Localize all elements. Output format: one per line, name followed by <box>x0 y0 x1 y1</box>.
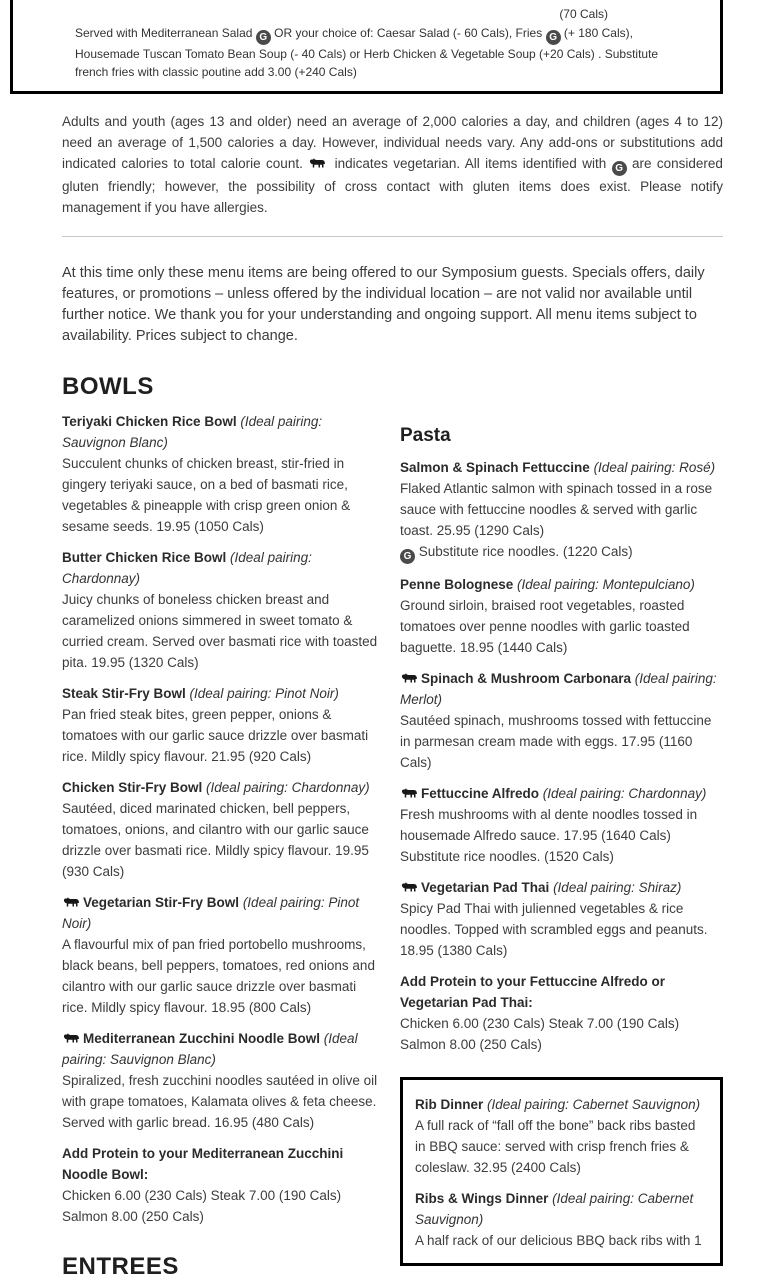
item-description: A full rack of “fall off the bone” back ribs basted in BBQ sauce: served with crisp french fries & coleslaw. 32.95 (2400 Cals) <box>415 1118 696 1175</box>
add-protein-title: Add Protein to your Fettuccine Alfredo or Vegetarian Pad Thai: <box>400 974 666 1010</box>
disclaimer-seg1: Adults and youth (ages 13 and older) need an average of 2,000 calories a day, and children (ages 4 to 12) need an average of 1,500 calories a day. However, individual needs vary. Any add-ons or substitutions add indicated calories to total calorie count. <box>62 114 723 171</box>
vegetarian-cow-icon <box>400 783 418 804</box>
gluten-friendly-icon: G <box>256 30 271 45</box>
menu-item-rib-dinner <box>415 1094 708 1178</box>
entrees-dinner-box <box>400 1077 723 1266</box>
add-protein-options: Chicken 6.00 (230 Cals) Steak 7.00 (190 Cals) Salmon 8.00 (250 Cals) <box>62 1188 342 1224</box>
item-name: Steak Stir-Fry Bowl <box>62 686 186 701</box>
menu-item-teriyaki-chicken-rice-bowl <box>62 411 380 537</box>
disclaimer-seg3: are considered gluten friendly; however, the possibility of cross contact with gluten items does exist. Please notify management if you have allergies. <box>62 156 723 215</box>
item-pairing: (Ideal pairing: Pinot Noir) <box>189 686 339 701</box>
item-name: Spinach & Mushroom Carbonara <box>421 671 632 686</box>
calorie-disclaimer <box>62 111 723 218</box>
item-pairing: (Ideal pairing: Cabernet Sauvignon) <box>487 1097 701 1112</box>
symposium-notice: At this time only these menu items are being offered to our Symposium guests. Specials offers, daily features, or promotions – unless offered by the individual location – are not valid nor available until further notice. We thank you for your understanding and ongoing support. All menu items subject to availability. Prices subject to change. <box>62 265 705 344</box>
pasta-heading: Pasta <box>400 425 451 446</box>
served-seg3: (+ 180 Cals), Housemade Tuscan Tomato Bean Soup (- 40 Cals) or Herb Chicken & Vegetable Soup (+20 Cals) . Substitute french fries with classic poutine add 3.00 (+240 Cals) <box>75 26 659 79</box>
item-description: Fresh mushrooms with al dente noodles tossed in housemade Alfredo sauce. 17.95 (1640 Cals) Substitute rice noodles. (1520 Cals) <box>400 807 698 864</box>
item-name: Teriyaki Chicken Rice Bowl <box>62 414 237 429</box>
item-title <box>62 683 380 704</box>
menu-item-chicken-stir-fry-bowl <box>62 777 380 882</box>
item-name: Fettuccine Alfredo <box>421 786 540 801</box>
served-with-note <box>13 24 720 91</box>
menu-item-butter-chicken-rice-bowl <box>62 547 380 673</box>
item-title <box>62 777 380 798</box>
item-title <box>415 1188 708 1230</box>
item-description: Sautéed spinach, mushrooms tossed with fettuccine in parmesan cream made with eggs. 17.95 (1160 Cals) <box>400 713 712 770</box>
item-description: Juicy chunks of boneless chicken breast and caramelized onions simmered in sweet tomato & curried cream. Served over basmati rice with toasted pita. 19.95 (1320 Cals) <box>62 592 378 670</box>
item-description: A flavourful mix of pan fried portobello mushrooms, black beans, bell peppers, tomatoes, red onions and cilantro with our garlic sauce drizzle over basmati rice. Mildly spicy flavour. 18.95 (800 Cals) <box>62 937 375 1015</box>
served-seg1: Served with Mediterranean Salad <box>75 26 253 40</box>
item-pairing: (Ideal pairing: Cabernet Sauvignon) <box>415 1191 694 1227</box>
bowls-heading: BOWLS <box>62 373 154 400</box>
item-description: Succulent chunks of chicken breast, stir-fried in gingery teriyaki sauce, on a bed of basmati rice, vegetables & pineapple with crisp green onion & sesame seeds. 19.95 (1050 Cals) <box>62 456 351 534</box>
item-title <box>62 1028 380 1070</box>
substitute-text: Substitute rice noodles. (1220 Cals) <box>418 544 633 559</box>
item-description: Ground sirloin, braised root vegetables, roasted tomatoes over penne noodles with garlic toasted baguette. 18.95 (1440 Cals) <box>400 598 690 655</box>
item-title <box>400 574 723 595</box>
item-title <box>415 1094 708 1115</box>
menu-item-spinach-mushroom-carbonara <box>400 668 723 773</box>
item-name: Mediterranean Zucchini Noodle Bowl <box>83 1031 321 1046</box>
item-description: Flaked Atlantic salmon with spinach tossed in a rose sauce with fettuccine noodles & served with garlic toast. 25.95 (1290 Cals) <box>400 481 713 538</box>
item-name: Ribs & Wings Dinner <box>415 1191 549 1206</box>
menu-item-mediterranean-zucchini-noodle-bowl <box>62 1028 380 1133</box>
item-name: Salmon & Spinach Fettuccine <box>400 460 590 475</box>
vegetarian-cow-icon <box>62 892 80 913</box>
item-pairing: (Ideal pairing: Pinot Noir) <box>62 895 360 931</box>
item-name: Vegetarian Pad Thai <box>421 880 550 895</box>
menu-columns <box>62 347 723 1281</box>
item-pairing: (Ideal pairing: Chardonnay) <box>206 780 370 795</box>
item-title <box>62 892 380 934</box>
menu-item-vegetarian-pad-thai <box>400 877 723 961</box>
item-description: Spicy Pad Thai with julienned vegetables & rice noodles. Topped with scrambled eggs and peanuts. 18.95 (1380 Cals) <box>400 901 708 958</box>
item-name: Penne Bolognese <box>400 577 514 592</box>
served-with-box <box>10 0 723 94</box>
menu-item-steak-stir-fry-bowl <box>62 683 380 767</box>
item-description: A half rack of our delicious BBQ back ribs with 1 <box>415 1233 702 1248</box>
item-name: Vegetarian Stir-Fry Bowl <box>83 895 240 910</box>
item-title <box>400 877 723 898</box>
item-pairing: (Ideal pairing: Chardonnay) <box>62 550 312 586</box>
divider <box>62 236 723 237</box>
entrees-heading: ENTREES <box>62 1253 179 1280</box>
item-description: Sautéed, diced marinated chicken, bell peppers, tomatoes, onions, and cilantro with our garlic sauce drizzle over basmati rice. Mildly spicy flavour. 19.95 (930 Cals) <box>62 801 369 879</box>
pasta-column <box>400 347 723 1266</box>
pasta-add-protein <box>400 971 723 1055</box>
menu-item-fettuccine-alfredo <box>400 783 723 867</box>
item-description: Spiralized, fresh zucchini noodles sautéed in olive oil with grape tomatoes, Kalamata olives & feta cheese. Served with garlic bread. 16.95 (480 Cals) <box>62 1073 378 1130</box>
vegetarian-cow-icon <box>400 668 418 689</box>
vegetarian-cow-icon <box>400 877 418 898</box>
item-title <box>62 547 380 589</box>
item-pairing: (Ideal pairing: Sauvignon Blanc) <box>62 1031 358 1067</box>
substitute-note <box>400 541 723 564</box>
menu-item-ribs-wings-dinner <box>415 1188 708 1251</box>
vegetarian-cow-icon <box>308 153 326 174</box>
gluten-friendly-icon: G <box>400 549 415 564</box>
item-pairing: (Ideal pairing: Chardonnay) <box>542 786 707 801</box>
item-title <box>62 411 380 453</box>
item-name: Butter Chicken Rice Bowl <box>62 550 227 565</box>
item-pairing: (Ideal pairing: Rosé) <box>593 460 716 475</box>
served-seg2: OR your choice of: Caesar Salad (- 60 Cals), Fries <box>274 26 543 40</box>
item-description: Pan fried steak bites, green pepper, onions & tomatoes with our garlic sauce drizzle over basmati rice. Mildly spicy flavour. 21.95 (920 Cals) <box>62 707 369 764</box>
gluten-friendly-icon: G <box>546 30 561 45</box>
cals-note: (70 Cals) <box>559 7 608 21</box>
gluten-friendly-icon: G <box>612 161 627 176</box>
vegetarian-cow-icon <box>62 1028 80 1049</box>
disclaimer-seg2: indicates vegetarian. All items identified with <box>334 156 607 171</box>
item-pairing: (Ideal pairing: Montepulciano) <box>517 577 695 592</box>
bowls-column <box>62 347 380 1281</box>
item-title <box>400 783 723 804</box>
menu-item-penne-bolognese <box>400 574 723 658</box>
item-title <box>400 668 723 710</box>
menu-item-salmon-spinach-fettuccine <box>400 457 723 564</box>
add-protein-options: Chicken 6.00 (230 Cals) Steak 7.00 (190 Cals) Salmon 8.00 (250 Cals) <box>400 1016 680 1052</box>
item-title <box>400 457 723 478</box>
item-name: Chicken Stir-Fry Bowl <box>62 780 203 795</box>
add-protein-title: Add Protein to your Mediterranean Zucchini Noodle Bowl: <box>62 1146 344 1182</box>
bowls-add-protein <box>62 1143 380 1227</box>
item-pairing: (Ideal pairing: Sauvignon Blanc) <box>62 414 323 450</box>
item-pairing: (Ideal pairing: Shiraz) <box>553 880 682 895</box>
item-pairing: (Ideal pairing: Merlot) <box>400 671 717 707</box>
menu-item-vegetarian-stir-fry-bowl <box>62 892 380 1018</box>
item-name: Rib Dinner <box>415 1097 484 1112</box>
